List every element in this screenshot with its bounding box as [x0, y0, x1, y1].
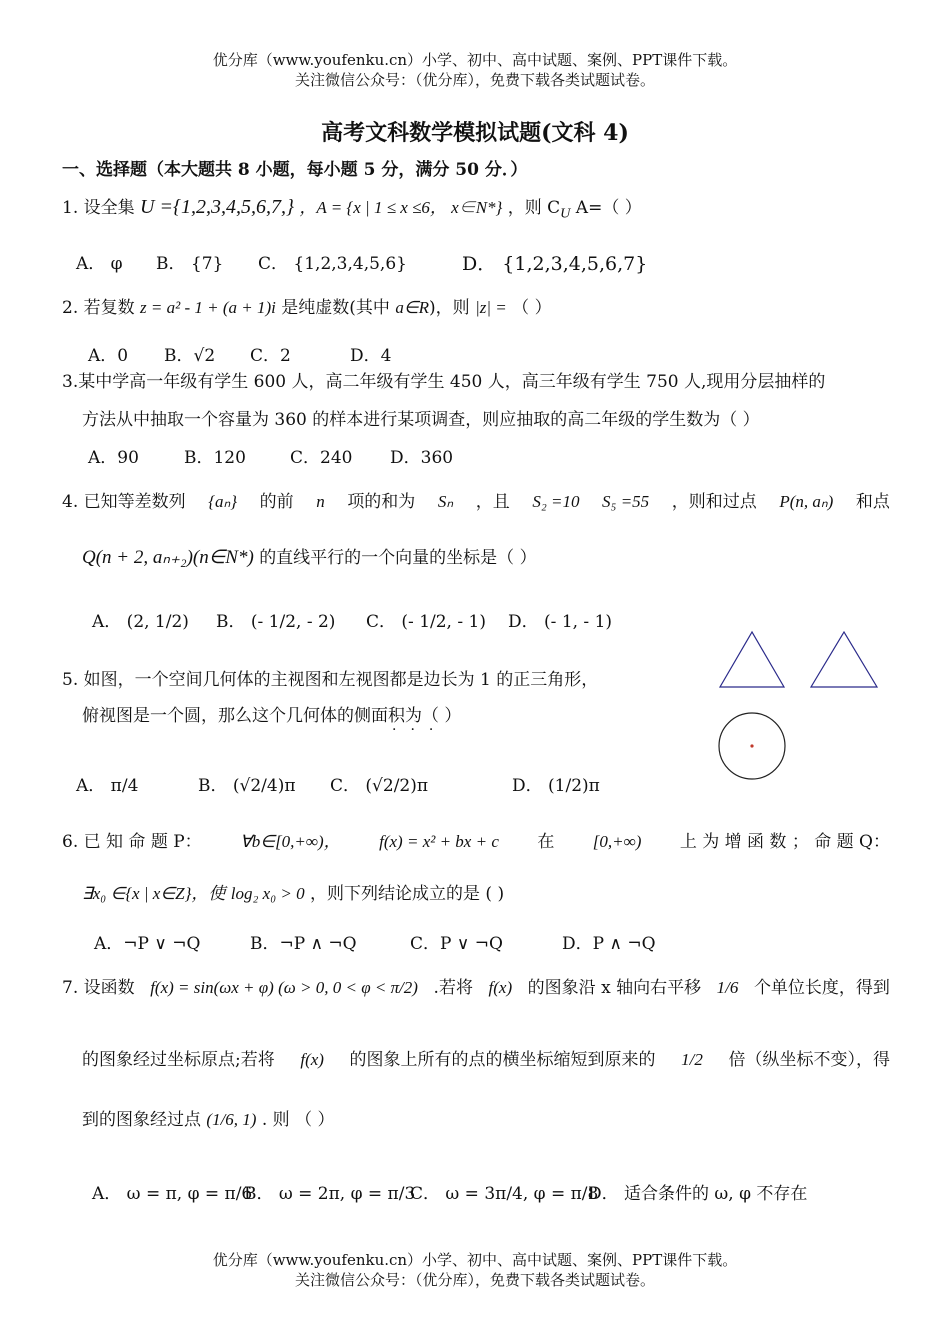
q4-sn: Sₙ — [437, 492, 454, 511]
q6-option-c: C．P ∨ ¬Q — [410, 934, 503, 954]
q5-views-figure — [714, 626, 894, 786]
q4-option-b: B． (- 1/2, - 2) — [216, 612, 336, 632]
q6-option-a: A．¬P ∨ ¬Q — [94, 934, 201, 954]
q6-l1a: 6. 已 知 命 题 P： — [62, 832, 202, 852]
q4-option-c: C． (- 1/2, - 1) — [366, 612, 486, 632]
q3-option-d: D．360 — [390, 448, 454, 468]
q7-point: (1/6, 1) — [206, 1110, 257, 1129]
section-heading: 一、选择题（本大题共 8 小题，每小题 5 分，满分 50 分．） — [62, 160, 528, 180]
q2-stem-text: 2. 若复数 — [62, 298, 135, 318]
q4-n: n — [316, 492, 325, 511]
q6-l2b: ，则下列结论成立的是 ( ) — [310, 884, 505, 904]
q4-point-p: P(n, aₙ) — [779, 492, 834, 511]
q3-line-2: 方法从中抽取一个容量为 360 的样本进行某项调查，则应抽取的高二年级的学生数为（ ） — [82, 410, 760, 430]
q7-l2a: 的图象经过坐标原点;若将 — [82, 1050, 275, 1070]
q1-option-a: A． φ — [76, 254, 123, 274]
front-view-triangle — [720, 632, 784, 687]
q1-option-d: D． {1,2,3,4,5,6,7} — [462, 253, 648, 275]
q6-option-d: D．P ∧ ¬Q — [562, 934, 656, 954]
q5-option-c: C． (√2/2)π — [330, 776, 429, 796]
q7-option-a: A． ω = π, φ = π/6 — [92, 1184, 253, 1204]
q2-cond: a∈R — [395, 298, 430, 317]
q6-line-1 — [62, 830, 890, 854]
q4-option-a: A． (2, 1/2) — [92, 612, 189, 632]
q7-line-2 — [82, 1048, 890, 1072]
q7-l3b: . 则 （ ） — [261, 1110, 335, 1130]
q4-l1a: 4. 已知等差数列 — [62, 492, 186, 512]
q5-line-2: 俯视图是一个圆，那么这个几何体的侧面积为（ ） — [82, 706, 462, 726]
q1-sub: U — [560, 205, 571, 222]
footer-line-2: 关注微信公众号：（优分库），免费下载各类试题试卷。 — [294, 1271, 655, 1289]
q7-l2c: 倍（纵坐标不变），得 — [728, 1050, 890, 1070]
q1-tail2: A=（ ） — [570, 198, 642, 218]
q2-tail: )，则 — [429, 298, 470, 318]
q6-fx: f(x) = x² + bx + c — [379, 832, 499, 851]
q2-option-d: D．4 — [350, 346, 392, 366]
q2-paren: （ ） — [512, 298, 552, 318]
header-line-1: 优分库（www.youfenku.cn）小学、初中、高中试题、案例、PPT课件下载。 — [212, 51, 738, 69]
q7-option-b: B． ω = 2π, φ = π/3 — [244, 1184, 416, 1204]
q2-stem — [62, 296, 552, 320]
q3-option-c: C．240 — [290, 448, 353, 468]
q6-interval: [0,+∞) — [592, 832, 642, 851]
q7-fx2: f(x) — [488, 978, 513, 997]
q6-l1b: 在 — [537, 832, 555, 852]
q1-stem — [62, 195, 642, 225]
q1-option-c: C． {1,2,3,4,5,6} — [258, 254, 407, 274]
q6-l1c: 上 为 增 函 数 ； 命 题 Q： — [679, 832, 890, 852]
q2-option-c: C．2 — [250, 346, 291, 366]
q7-l1a: 7. 设函数 — [62, 978, 135, 998]
q5-option-a: A． π/4 — [76, 776, 139, 796]
q7-frac: 1/6 — [716, 978, 739, 997]
q4-l1e: ，则和过点 — [671, 492, 757, 512]
q3-line-1: 3.某中学高一年级有学生 600 人，高二年级有学生 450 人，高三年级有学生 750 人,现用分层抽样的 — [62, 372, 826, 392]
q4-l1b: 的前 — [259, 492, 294, 512]
q7-l3a: 到的图象经过点 — [82, 1110, 201, 1130]
q4-line-2 — [82, 546, 537, 570]
q7-option-d: D． 适合条件的 ω, φ 不存在 — [588, 1184, 808, 1204]
circle-center-dot — [750, 744, 753, 747]
page-title: 高考文科数学模拟试题(文科 4) — [321, 120, 629, 146]
q4-s5: S₅ =55 — [602, 492, 650, 511]
q7-frac2: 1/2 — [681, 1050, 703, 1069]
footer-line-1: 优分库（www.youfenku.cn）小学、初中、高中试题、案例、PPT课件下载。 — [212, 1251, 738, 1269]
q5-line-1: 5. 如图，一个空间几何体的主视图和左视图都是边长为 1 的正三角形， — [62, 670, 599, 690]
q1-universal-set: U ={1,2,3,4,5,6,7,} — [140, 196, 294, 218]
header-line-2: 关注微信公众号：（优分库），免费下载各类试题试卷。 — [294, 71, 655, 89]
q2-mid: 是纯虚数(其中 — [281, 298, 390, 318]
q2-abs: |z| = — [475, 298, 507, 317]
q2-expr: z = a² - 1 + (a + 1)i — [140, 298, 276, 317]
q6-line-2 — [82, 882, 504, 906]
q5-option-b: B． (√2/4)π — [198, 776, 296, 796]
q7-fx: f(x) = sin(ωx + φ) (ω > 0, 0 < φ < π/2) — [150, 978, 418, 997]
q4-line-1 — [62, 490, 890, 514]
q4-point-q: Q(n + 2, aₙ₊₂)(n∈N*) — [82, 547, 254, 568]
q1-option-b: B． {7} — [156, 254, 224, 274]
q1-set-a: ，A = {x | 1 ≤ x ≤6， x∈N*} — [299, 198, 503, 217]
q6-log: log₂ x₀ > 0 — [230, 884, 305, 903]
q7-l1d: 个单位长度，得到 — [753, 978, 890, 998]
q7-fx3: f(x) — [300, 1050, 324, 1069]
q4-l1d: ，且 — [475, 492, 510, 512]
q7-l1c: 的图象沿 x 轴向右平移 — [527, 978, 702, 998]
q7-l1b: .若将 — [433, 978, 473, 998]
q2-option-a: A．0 — [88, 346, 129, 366]
q3-option-a: A．90 — [88, 448, 139, 468]
q7-l2b: 的图象上所有的点的横坐标缩短到原来的 — [349, 1050, 656, 1070]
q6-exists: ∃x₀ ∈{x | x∈Z}，使 — [82, 884, 226, 903]
q4-option-d: D． (- 1, - 1) — [508, 612, 613, 632]
q1-tail: ，则 C — [507, 198, 561, 218]
q4-s2: S₂ =10 — [532, 492, 580, 511]
q6-option-b: B．¬P ∧ ¬Q — [250, 934, 357, 954]
q5-option-d: D． (1/2)π — [512, 776, 600, 796]
q3-option-b: B．120 — [184, 448, 246, 468]
q4-l1c: 项的和为 — [347, 492, 416, 512]
q6-forall: ∀b∈[0,+∞)， — [240, 832, 341, 851]
q7-line-1 — [62, 976, 890, 1000]
q7-option-c: C． ω = 3π/4, φ = π/8 — [410, 1184, 599, 1204]
q4-l1f: 和点 — [855, 492, 890, 512]
q1-stem-text: 1. 设全集 — [62, 198, 135, 218]
q4-l2: 的直线平行的一个向量的坐标是（ ） — [259, 548, 537, 568]
q4-seq: {aₙ} — [208, 492, 238, 511]
q5-emphasis-dots: ··· — [392, 722, 448, 738]
q7-line-3 — [82, 1108, 334, 1132]
side-view-triangle — [811, 632, 877, 687]
q2-option-b: B．√2 — [164, 346, 216, 366]
